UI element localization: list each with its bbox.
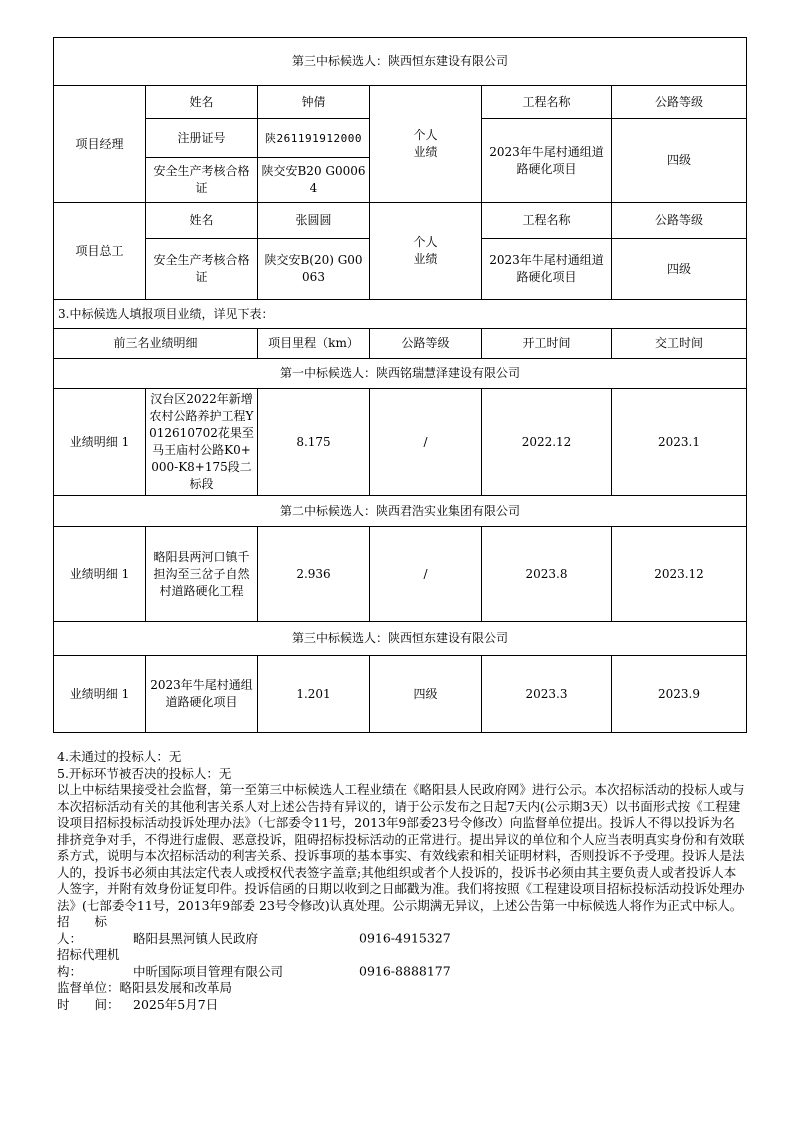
- tenderee-value: 略阳县黑河镇人民政府: [133, 930, 259, 946]
- notice-section: [57, 749, 747, 1013]
- te-grade-value: 四级: [612, 239, 747, 300]
- c3-end: 2023.9: [612, 656, 747, 733]
- te-safety-value: 陕交安B(20) G00063: [258, 239, 370, 300]
- c2-mileage: 2.936: [258, 527, 370, 622]
- candidate2-header: 第二中标候选人：陕西君浩实业集团有限公司: [54, 496, 747, 527]
- supervisor-value: 略阳县发展和改革局: [119, 980, 233, 995]
- tenderee-phone: 0916-4915327: [359, 930, 451, 946]
- pm-grade-label: 公路等级: [612, 86, 747, 119]
- te-proj-name-label: 工程名称: [482, 203, 612, 239]
- perf-header-start: 开工时间: [482, 329, 612, 359]
- te-name-value: 张圆圆: [258, 203, 370, 239]
- pm-reg-label: 注册证号: [146, 119, 258, 158]
- bid-result-table: [53, 37, 747, 733]
- perf-header-grade: 公路等级: [370, 329, 482, 359]
- c1-project: 汉台区2022年新增农村公路养护工程Y012610702花果至马王庙村公路K0+000-K8+175段二标段: [146, 389, 258, 496]
- te-role: 项目总工: [54, 203, 146, 300]
- te-project-name: 2023年牛尾村通组道路硬化项目: [482, 239, 612, 300]
- item4: 4.未通过的投标人：无: [57, 749, 182, 764]
- agent-phone: 0916-8888177: [359, 963, 451, 979]
- pm-project-name: 2023年牛尾村通组道路硬化项目: [482, 119, 612, 203]
- c3-project: 2023年牛尾村通组道路硬化项目: [146, 656, 258, 733]
- candidate3-header: 第三中标候选人：陕西恒东建设有限公司: [54, 38, 747, 86]
- c3-start: 2023.3: [482, 656, 612, 733]
- pm-proj-name-label: 工程名称: [482, 86, 612, 119]
- c2-start: 2023.8: [482, 527, 612, 622]
- te-perf-label: [370, 203, 482, 300]
- pm-name-value: 钟倩: [258, 86, 370, 119]
- perf-header-end: 交工时间: [612, 329, 747, 359]
- c2-end: 2023.12: [612, 527, 747, 622]
- perf-header-mileage: 项目里程（km）: [258, 329, 370, 359]
- c1-end: 2023.1: [612, 389, 747, 496]
- c3-mileage: 1.201: [258, 656, 370, 733]
- te-safety-label: 安全生产考核合格证: [146, 239, 258, 300]
- c1-row-label: 业绩明细 1: [54, 389, 146, 496]
- te-grade-label: 公路等级: [612, 203, 747, 239]
- section3-title: 3.中标候选人填报项目业绩，详见下表：: [54, 300, 747, 329]
- c1-grade: /: [370, 389, 482, 496]
- te-perf-text: 个人 业绩: [413, 235, 438, 266]
- c2-row-label: 业绩明细 1: [54, 527, 146, 622]
- supervisor-label: 监督单位：: [57, 980, 120, 995]
- time-label: 时 间：: [57, 996, 120, 1012]
- agent-label: 招标代理机构：: [57, 947, 120, 979]
- c1-mileage: 8.175: [258, 389, 370, 496]
- c3-grade: 四级: [370, 656, 482, 733]
- c2-project: 略阳县两河口镇千担沟至三岔子自然村道路硬化工程: [146, 527, 258, 622]
- notice-paragraph: 以上中标结果接受社会监督，第一至第三中标候选人工程业绩在《略阳县人民政府网》进行公示。本次招标活动的投标人或与本次招标活动有关的其他利害关系人对上述公告持有异议的，请于公示发布之日起7天内(公示期3天）以书面形式按《工程建设项目招标投标活动投诉处理办法》（七部委令11号，2013年9部委23号令修改）向监督单位提出。投诉人不得以投诉为名排挤竞争对手，不得进行虚假、恶意投诉，阻碍招标投标活动的正常进行。提出异议的单位和个人应当表明真实身份和有效联系方式，说明与本次招标活动的利害关系、投诉事项的基本事实、有效线索和相关证明材料，否则投诉不予受理。投诉人是法人的，投诉书必须由其法定代表人或授权代表签字盖章;其他组织或者个人投诉的，投诉书必须由其主要负责人或者投诉人本人签字，并附有效身份证复印件。投诉信函的日期以收到之日邮戳为准。我们将按照《工程建设项目招标投标活动投诉处理办法》(七部委令11号，2013年9部委 23号令修改)认真处理。公示期满无异议，上述公告第一中标候选人将作为正式中标人。: [57, 782, 745, 913]
- pm-reg-value: 陕261191912000: [258, 119, 370, 158]
- pm-grade-value: 四级: [612, 119, 747, 203]
- time-line: [57, 997, 747, 1014]
- c1-start: 2022.12: [482, 389, 612, 496]
- pm-perf-label: [370, 86, 482, 203]
- pm-role: 项目经理: [54, 86, 146, 203]
- pm-perf-text: 个人 业绩: [413, 128, 438, 159]
- candidate3-perf-header: 第三中标候选人：陕西恒东建设有限公司: [54, 622, 747, 656]
- time-value: 2025年5月7日: [133, 996, 219, 1012]
- perf-header-detail: 前三名业绩明细: [54, 329, 258, 359]
- candidate1-header: 第一中标候选人：陕西铭瑞慧泽建设有限公司: [54, 359, 747, 389]
- c2-grade: /: [370, 527, 482, 622]
- c3-row-label: 业绩明细 1: [54, 656, 146, 733]
- te-name-label: 姓名: [146, 203, 258, 239]
- item5: 5.开标环节被否决的投标人：无: [57, 765, 232, 781]
- pm-safety-label: 安全生产考核合格证: [146, 158, 258, 203]
- tenderee-label: 招 标 人：: [57, 914, 133, 946]
- pm-name-label: 姓名: [146, 86, 258, 119]
- tenderee-line: [57, 914, 747, 947]
- pm-safety-value: 陕交安B20 G00064: [258, 158, 370, 203]
- agent-value: 中昕国际项目管理有限公司: [133, 963, 284, 979]
- agent-line: [57, 947, 747, 980]
- supervisor-line: [57, 980, 747, 997]
